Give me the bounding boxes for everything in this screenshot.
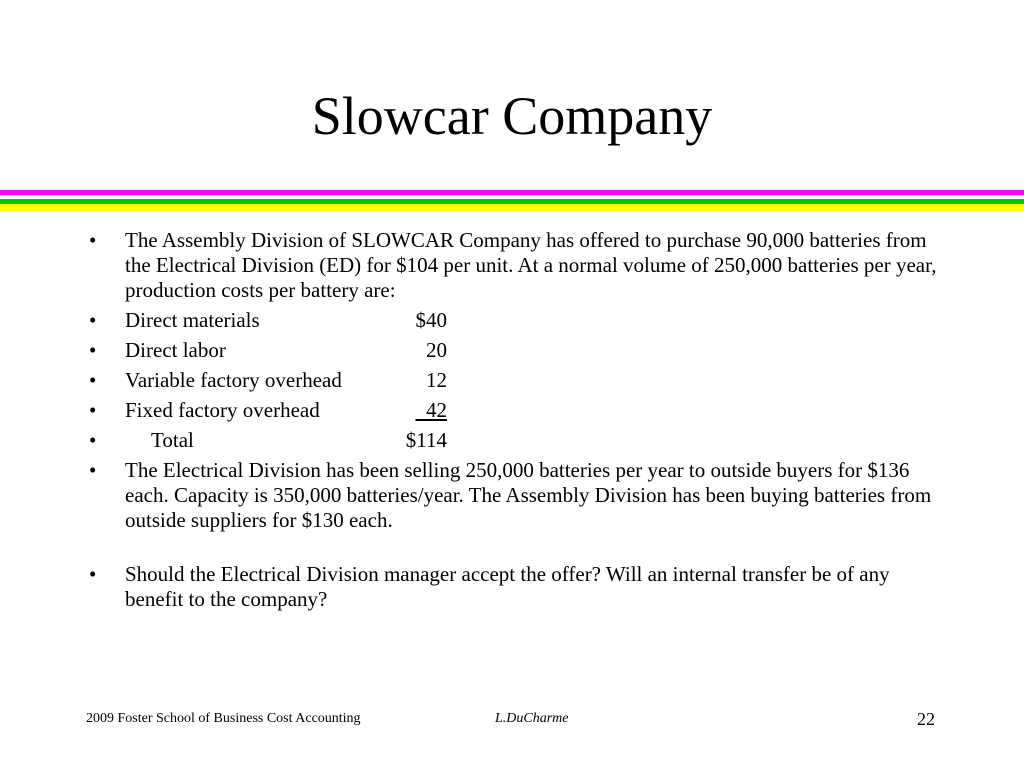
cost-row bbox=[125, 308, 944, 333]
slide-body bbox=[84, 228, 944, 617]
bullet-cost-fixed-overhead bbox=[84, 398, 944, 423]
bullet-intro bbox=[84, 228, 944, 303]
decorative-stripes bbox=[0, 190, 1024, 211]
cost-row bbox=[125, 338, 944, 363]
slide-title: Slowcar Company bbox=[311, 86, 713, 146]
stripe-yellow bbox=[0, 204, 1024, 211]
electrical-note-text: The Electrical Division has been selling 250,000 batteries per year to outside buyers for $136 each. Capacity is 350,000 batteries/year. The Assembly Division has been buying batteries from outside suppliers for $130 each. bbox=[125, 458, 932, 532]
cost-label: Direct labor bbox=[125, 338, 226, 362]
bullet-cost-total bbox=[84, 428, 944, 453]
bullet-dot: • bbox=[89, 562, 97, 586]
cost-row bbox=[125, 368, 944, 393]
bullet-dot: • bbox=[89, 428, 97, 452]
page-number: 22 bbox=[917, 709, 935, 729]
question-text: Should the Electrical Division manager accept the offer? Will an internal transfer be of any benefit to the company? bbox=[125, 562, 890, 611]
cost-row bbox=[125, 428, 944, 453]
bullet-electrical-note bbox=[84, 458, 944, 533]
cost-value: $40 bbox=[415, 308, 447, 332]
footer-author: L.DuCharme bbox=[495, 711, 569, 726]
bullet-cost-direct-labor bbox=[84, 338, 944, 363]
slide-footer bbox=[0, 709, 1024, 729]
bullet-dot: • bbox=[89, 308, 97, 332]
cost-value-wrap bbox=[395, 398, 447, 423]
total-value: $114 bbox=[405, 428, 447, 452]
bullet-dot: • bbox=[89, 338, 97, 362]
cost-value: 42 bbox=[415, 398, 447, 422]
footer-course-info: 2009 Foster School of Business Cost Accounting bbox=[86, 711, 361, 726]
cost-value: 20 bbox=[426, 338, 447, 362]
bullet-dot: • bbox=[89, 228, 97, 252]
cost-label: Direct materials bbox=[125, 308, 260, 332]
cost-value: 12 bbox=[426, 368, 447, 392]
bullet-cost-direct-materials bbox=[84, 308, 944, 333]
bullet-cost-variable-overhead bbox=[84, 368, 944, 393]
cost-row bbox=[125, 398, 944, 423]
bullet-dot: • bbox=[89, 458, 97, 482]
bullet-question bbox=[84, 562, 944, 612]
cost-label: Variable factory overhead bbox=[125, 368, 342, 392]
total-label: Total bbox=[151, 428, 194, 452]
cost-label: Fixed factory overhead bbox=[125, 398, 320, 422]
bullet-dot: • bbox=[89, 398, 97, 422]
intro-text: The Assembly Division of SLOWCAR Company has offered to purchase 90,000 batteries from the Electrical Division (ED) for $104 per unit. At a normal volume of 250,000 batteries per year, production costs per battery are: bbox=[125, 228, 937, 302]
bullet-dot: • bbox=[89, 368, 97, 392]
